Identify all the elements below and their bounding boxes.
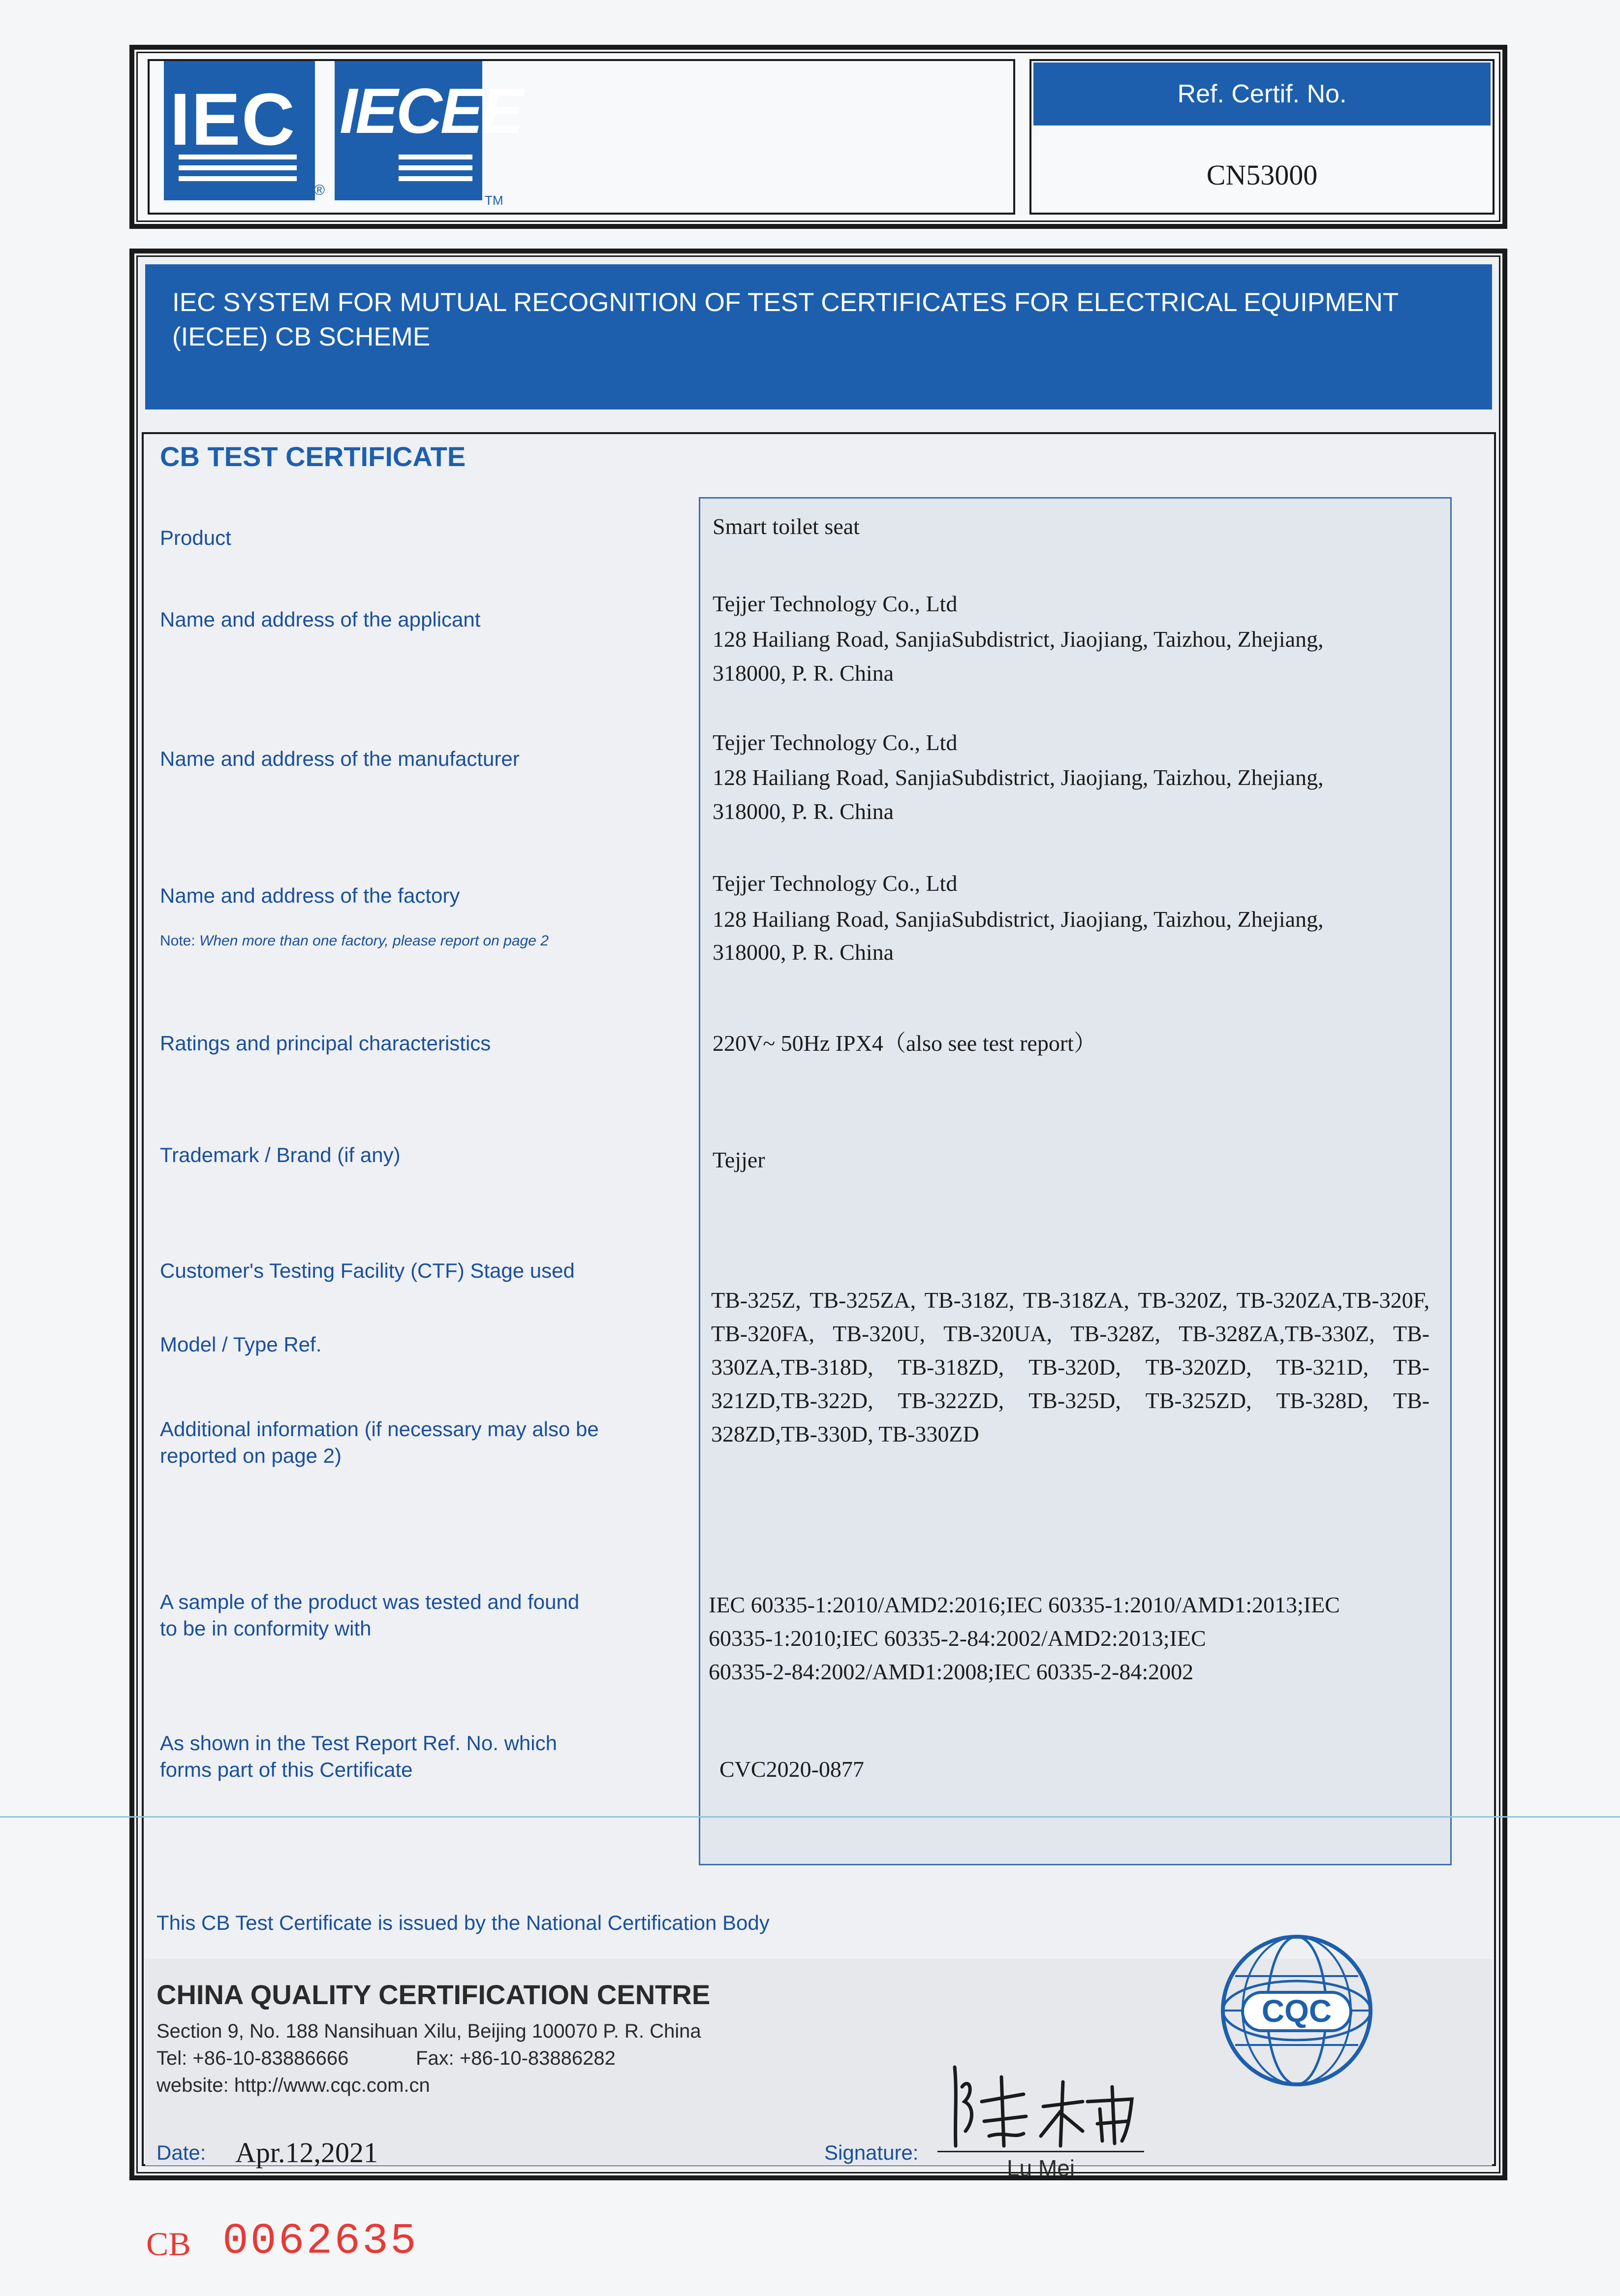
trademark-value: Tejjer xyxy=(713,1147,765,1172)
certificate-title: CB TEST CERTIFICATE xyxy=(160,441,466,472)
standards-line-2: 60335-1:2010;IEC 60335-2-84:2002/AMD2:2013;IEC xyxy=(709,1626,1206,1651)
issuer-name: CHINA QUALITY CERTIFICATION CENTRE xyxy=(156,1979,711,2010)
registered-mark: ® xyxy=(314,182,325,198)
issuer-website: website: http://www.cqc.com.cn xyxy=(156,2075,430,2096)
applicant-name: Tejjer Technology Co., Ltd xyxy=(713,591,958,616)
date-label: Date: xyxy=(156,2141,206,2164)
manufacturer-address-line-2: 318000, P. R. China xyxy=(713,799,894,824)
signature-label: Signature: xyxy=(824,2141,919,2164)
signature-line xyxy=(937,2151,1144,2152)
product-value: Smart toilet seat xyxy=(713,514,860,539)
ref-label: Ref. Certif. No. xyxy=(1033,63,1491,126)
model-list: TB-325Z, TB-325ZA, TB-318Z, TB-318ZA, TB-320Z, TB-320ZA,TB-320F, TB-320FA, TB-320U, TB-320UA, TB-328Z, TB-328ZA,TB-330Z, TB-330ZA,TB-318D, TB-318ZD, TB-320D, TB-320ZD, TB-321D, TB-321ZD,TB-322D, TB-322ZD, TB-325D, TB-325ZD, TB-328D, TB-328ZD,TB-330D, TB-330ZD xyxy=(711,1288,1430,1447)
standards-line-3: 60335-2-84:2002/AMD1:2008;IEC 60335-2-84:2002 xyxy=(709,1659,1194,1684)
issuer-fax: Fax: +86-10-83886282 xyxy=(416,2047,616,2069)
standards-line-1: IEC 60335-1:2010/AMD2:2016;IEC 60335-1:2010/AMD1:2013;IEC xyxy=(709,1592,1340,1617)
applicant-address-line-2: 318000, P. R. China xyxy=(713,660,894,686)
product-label: Product xyxy=(160,526,231,549)
model-label: Model / Type Ref. xyxy=(160,1333,322,1356)
signatory-name: Lu Mei xyxy=(1006,2155,1075,2181)
issuer-address: Section 9, No. 188 Nansihuan Xilu, Beijing 100070 P. R. China xyxy=(156,2020,701,2042)
factory-name: Tejjer Technology Co., Ltd xyxy=(713,871,958,896)
applicant-label: Name and address of the applicant xyxy=(160,608,481,631)
handwritten-signature xyxy=(935,2047,1152,2151)
manufacturer-label: Name and address of the manufacturer xyxy=(160,747,520,770)
manufacturer-name: Tejjer Technology Co., Ltd xyxy=(713,730,958,755)
factory-address-line-1: 128 Hailiang Road, SanjiaSubdistrict, Jiaojiang, Taizhou, Zhejiang, xyxy=(713,907,1324,932)
trademark-mark: TM xyxy=(485,193,503,208)
trademark-label: Trademark / Brand (if any) xyxy=(160,1143,401,1166)
ctf-label: Customer's Testing Facility (CTF) Stage used xyxy=(160,1259,575,1282)
date-value: Apr.12,2021 xyxy=(235,2137,378,2169)
factory-address-line-2: 318000, P. R. China xyxy=(713,940,894,965)
ref-number: CN53000 xyxy=(1206,159,1318,191)
test-report-number: CVC2020-0877 xyxy=(719,1757,864,1782)
conformity-label-line-2: to be in conformity with xyxy=(160,1617,372,1640)
issued-by-statement: This CB Test Certificate is issued by the National Certification Body xyxy=(156,1911,770,1934)
test-report-label-line-1: As shown in the Test Report Ref. No. which xyxy=(160,1731,557,1755)
serial-number: 0062635 xyxy=(222,2217,418,2266)
scan-line xyxy=(0,1816,1620,1818)
factory-note: Note: When more than one factory, please report on page 2 xyxy=(160,933,549,949)
cqc-logo xyxy=(1215,1929,1378,2092)
ratings-label: Ratings and principal characteristics xyxy=(160,1032,491,1055)
additional-info-label-line-1: Additional information (if necessary may also be xyxy=(160,1417,599,1441)
conformity-label-line-1: A sample of the product was tested and found xyxy=(160,1590,580,1613)
svg-text:CQC: CQC xyxy=(1261,1993,1332,2029)
scheme-title: IEC SYSTEM FOR MUTUAL RECOGNITION OF TEST CERTIFICATES FOR ELECTRICAL EQUIPMENT (IECEE) CB SCHEME xyxy=(172,288,1399,351)
iecee-logo-text: IECEE xyxy=(340,75,522,147)
ratings-value: 220V~ 50Hz IPX4（also see test report） xyxy=(713,1031,1096,1056)
serial-prefix: CB xyxy=(146,2225,191,2263)
applicant-address-line-1: 128 Hailiang Road, SanjiaSubdistrict, Jiaojiang, Taizhou, Zhejiang, xyxy=(713,627,1324,652)
test-report-label-line-2: forms part of this Certificate xyxy=(160,1758,413,1781)
iec-logo-text: IEC xyxy=(170,78,296,160)
factory-label: Name and address of the factory xyxy=(160,884,460,907)
manufacturer-address-line-1: 128 Hailiang Road, SanjiaSubdistrict, Jiaojiang, Taizhou, Zhejiang, xyxy=(713,765,1324,790)
issuer-tel: Tel: +86-10-83886666 xyxy=(156,2047,349,2069)
additional-info-label-line-2: reported on page 2) xyxy=(160,1444,342,1467)
